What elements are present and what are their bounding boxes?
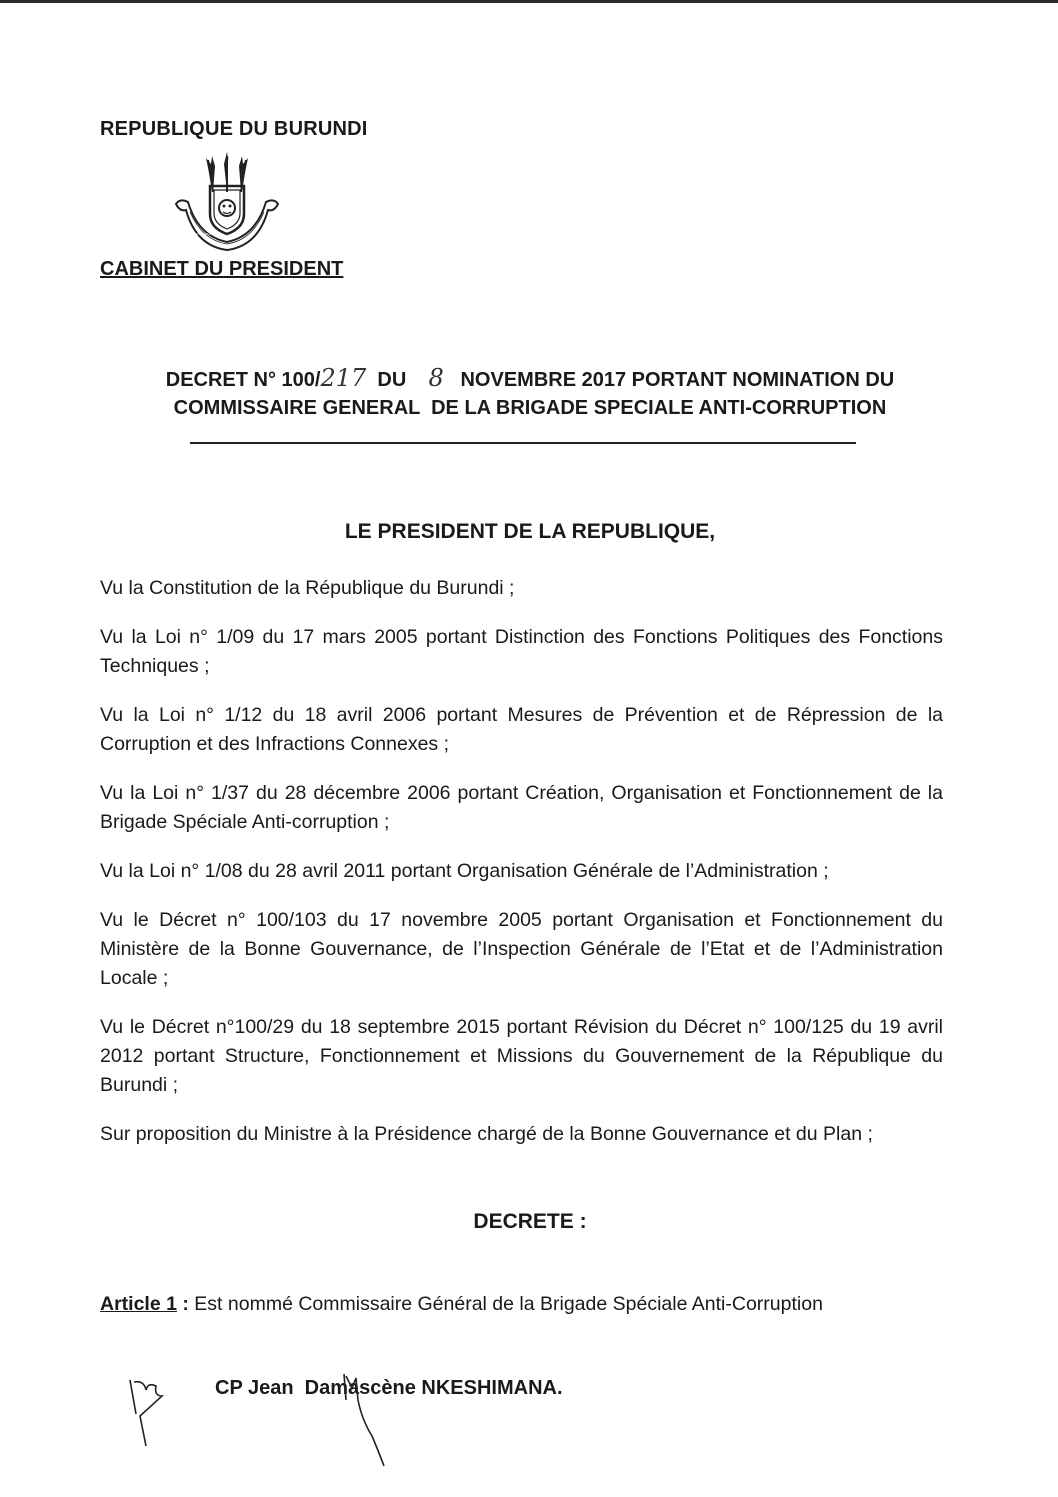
article-1-colon: : bbox=[176, 1293, 195, 1315]
consideration-item: Vu la Loi n° 1/09 du 17 mars 2005 portant Distinction des Fonctions Politiques des Fonctions Techniques ; bbox=[100, 626, 943, 677]
decree-title-line1 bbox=[100, 364, 960, 394]
decree-title bbox=[100, 364, 960, 422]
title-underline-rule bbox=[190, 442, 856, 444]
consideration-item: Vu la Loi n° 1/12 du 18 avril 2006 portant Mesures de Prévention et de Répression de la Corruption et des Infractions Connexes ; bbox=[100, 704, 943, 755]
decree-day-handwritten: 8 bbox=[428, 364, 444, 392]
decree-prefix: DECRET N° 100/ bbox=[165, 369, 321, 391]
coat-of-arms-emblem bbox=[168, 152, 286, 254]
decree-number-handwritten: 217 bbox=[320, 364, 367, 392]
appointee-name: CP Jean Damascène NKESHIMANA. bbox=[215, 1377, 563, 1399]
article-1-text: Est nommé Commissaire Général de la Brigade Spéciale Anti-Corruption bbox=[194, 1293, 823, 1315]
handwritten-initials-left bbox=[120, 1370, 180, 1450]
decrete-heading: DECRETE : bbox=[473, 1210, 587, 1233]
emblem-motto: UBUMWE • IBIKORWA • AMAJAMBERE bbox=[168, 232, 223, 236]
considerations-list bbox=[100, 574, 943, 1169]
decree-title-rest: NOVEMBRE 2017 PORTANT NOMINATION DU bbox=[460, 369, 895, 391]
consideration-item: Sur proposition du Ministre à la Présidence chargé de la Bonne Gouvernance et du Plan ; bbox=[100, 1123, 873, 1145]
decree-du: DU bbox=[377, 369, 407, 391]
decree-title-line2: COMMISSAIRE GENERAL DE LA BRIGADE SPECIALE ANTI-CORRUPTION bbox=[173, 397, 887, 419]
consideration-item: Vu le Décret n°100/29 du 18 septembre 2015 portant Révision du Décret n° 100/125 du 19 avril 2012 portant Structure, Fonctionnement et Missions du Gouvernement de la République du Burundi ; bbox=[100, 1016, 943, 1096]
president-heading: LE PRESIDENT DE LA REPUBLIQUE, bbox=[344, 520, 716, 543]
handwritten-initials-right bbox=[338, 1370, 398, 1470]
consideration-item: Vu le Décret n° 100/103 du 17 novembre 2005 portant Organisation et Fonctionnement du Ministère de la Bonne Gouvernance, de l’Inspection Générale de l’Etat et de l’Administration Locale ; bbox=[100, 909, 943, 989]
consideration-item: Vu la Loi n° 1/08 du 28 avril 2011 portant Organisation Générale de l’Administration ; bbox=[100, 860, 829, 882]
republic-heading: REPUBLIQUE DU BURUNDI bbox=[100, 118, 368, 140]
scan-edge-line bbox=[0, 0, 1058, 3]
consideration-item: Vu la Loi n° 1/37 du 28 décembre 2006 portant Création, Organisation et Fonctionnement de la Brigade Spéciale Anti-corruption ; bbox=[100, 782, 943, 833]
cabinet-heading: CABINET DU PRESIDENT bbox=[100, 258, 344, 280]
consideration-item: Vu la Constitution de la République du Burundi ; bbox=[100, 577, 515, 599]
article-1-label: Article 1 bbox=[100, 1293, 177, 1315]
article-1 bbox=[100, 1293, 960, 1316]
